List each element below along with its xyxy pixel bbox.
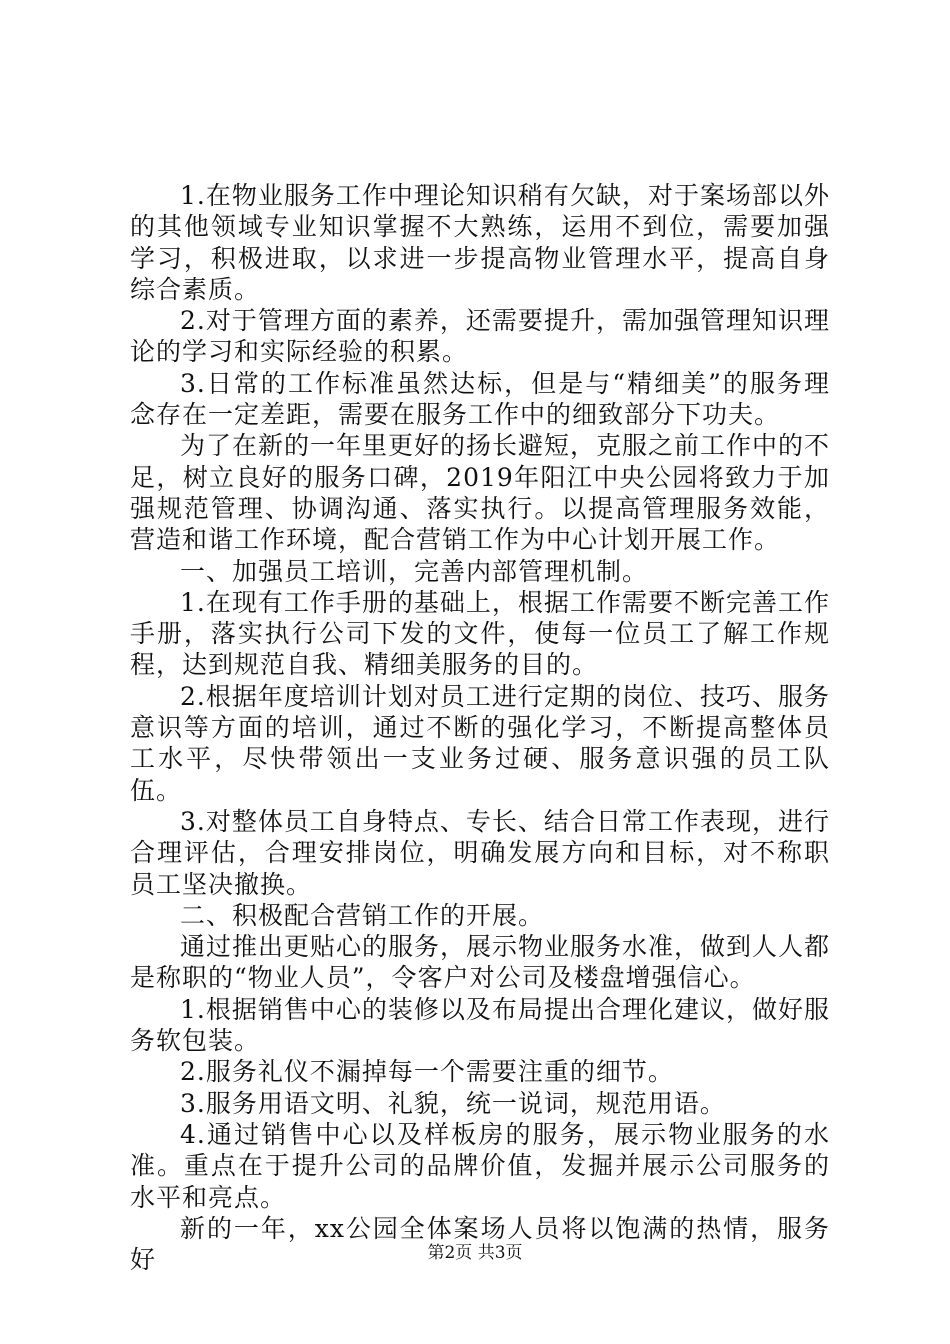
- paragraph: 4.通过销售中心以及样板房的服务，展示物业服务的水准。重点在于提升公司的品牌价值，发掘并展示公司服务的水平和亮点。: [130, 1119, 830, 1212]
- section-heading: 二、积极配合营销工作的开展。: [180, 900, 545, 930]
- paragraph: 2.对于管理方面的素养，还需要提升，需加强管理知识理论的学习和实际经验的积累。: [130, 306, 830, 367]
- document-body: [130, 180, 830, 1275]
- paragraph: 通过推出更贴心的服务，展示物业服务水准，做到人人都是称职的“物业人员”，令客户对公司及楼盘增强信心。: [130, 932, 831, 993]
- paragraph: 1.在物业服务工作中理论知识稍有欠缺，对于案场部以外的其他领域专业知识掌握不大熟练，运用不到位，需要加强学习，积极进取，以求进一步提高物业管理水平，提高自身综合素质。: [130, 181, 830, 304]
- paragraph: 2.服务礼仪不漏掉每一个需要注重的细节。: [180, 1057, 674, 1087]
- paragraph: 为了在新的一年里更好的扬长避短，克服之前工作中的不足，树立良好的服务口碑，2019年阳江中央公园将致力于加强规范管理、协调沟通、落实执行。以提高管理服务效能，营造和谐工作环境，配合营销工作为中心计划开展工作。: [130, 431, 831, 555]
- section-heading: 一、加强员工培训，完善内部管理机制。: [180, 556, 649, 586]
- paragraph: 1.根据销售中心的装修以及布局提出合理化建议，做好服务软包装。: [130, 994, 830, 1056]
- paragraph: 3.日常的工作标准虽然达标，但是与“精细美”的服务理念存在一定差距，需要在服务工作中的细致部分下功夫。: [130, 368, 830, 430]
- page-number: 第2页 共3页: [427, 1243, 523, 1263]
- paragraph: 1.在现有工作手册的基础上，根据工作需要不断完善工作手册，落实执行公司下发的文件，使每一位员工了解工作规程，达到规范自我、精细美服务的目的。: [130, 587, 830, 680]
- paragraph: 3.对整体员工自身特点、专长、结合日常工作表现，进行合理评估，合理安排岗位，明确发展方向和目标，对不称职员工坚决撤换。: [130, 806, 830, 899]
- paragraph: 新的一年，xx公园全体案场人员将以饱满的热情，服务好: [130, 1213, 830, 1275]
- paragraph: 2.根据年度培训计划对员工进行定期的岗位、技巧、服务意识等方面的培训，通过不断的强化学习，不断提高整体员工水平，尽快带领出一支业务过硬、服务意识强的员工队伍。: [130, 681, 830, 805]
- paragraph: 3.服务用语文明、礼貌，统一说词，规范用语。: [180, 1088, 726, 1118]
